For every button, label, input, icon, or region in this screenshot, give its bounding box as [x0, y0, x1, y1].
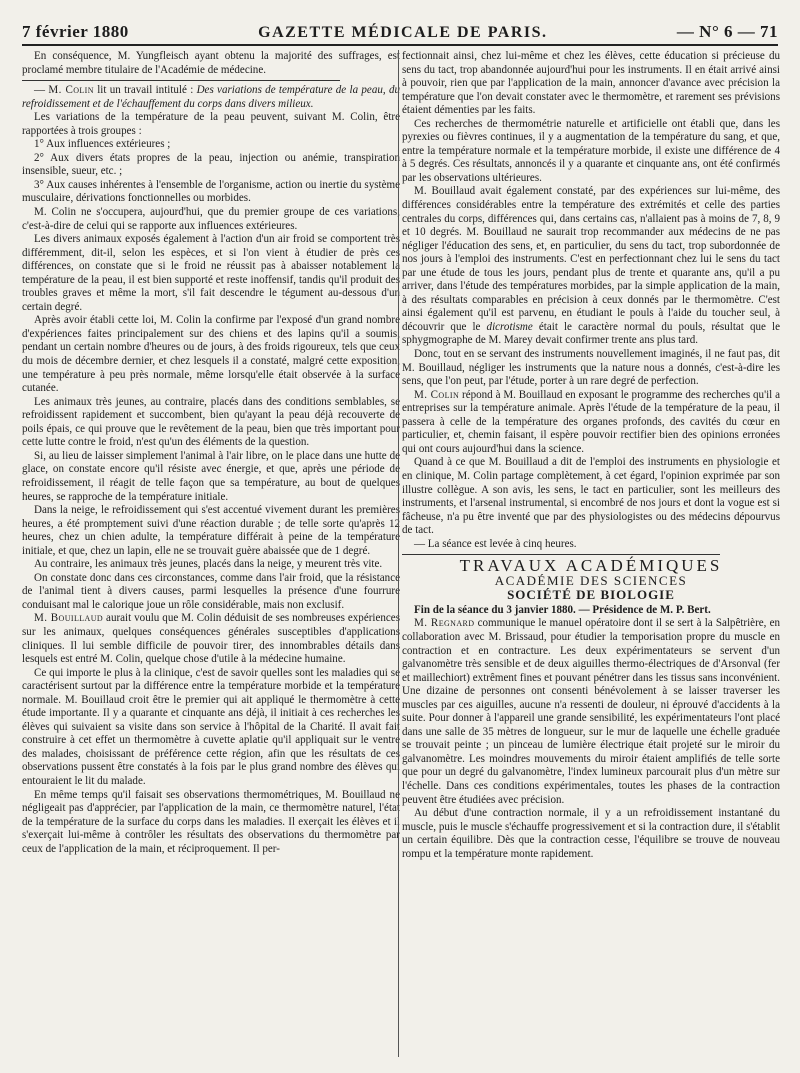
- paragraph: M. Colin ne s'occupera, aujourd'hui, que du premier groupe de ces variations, c'est-à-dire de celui qui se rapporte aux influences extérieures.: [22, 206, 400, 232]
- paragraph: Les animaux très jeunes, au contraire, placés dans des conditions semblables, se refroidissent rapidement et succombent, bien qu'ayant la peau déjà recouverte de poils épais, ce qui prouve que le revêtement de la peau, bien que très important pour cette lutte contre le froid, n'est qu'un des éléments de la question.: [22, 395, 400, 449]
- society-heading: SOCIÉTÉ DE BIOLOGIE: [507, 587, 675, 603]
- paragraph: Ce qui importe le plus à la clinique, c'est de savoir quelles sont les maladies qui se caractérisent surtout par la différence entre la température morbide et la température normale. M. Bouillaud croit être le premier qui ait appliqué le thermomètre à cette étude importante. Il y a quarante et cinquante ans déjà, il initiait à ces recherches les élèves qui suivaient sa visite dans son service à l'hôpital de la Charité. Il avait fait construire à cet effet un thermomètre à cuvette aplatie qu'il appliquait sur le ventre des malades, choisissant de préférence cette région, afin que les résultats de ces observations pussent être constatés à la fois par le plus grand nombre des élèves qui entouraient le lit du malade.: [22, 666, 400, 787]
- right-column: [402, 50, 780, 861]
- paragraph: fectionnait ainsi, chez lui-même et chez les élèves, cette éducation si précieuse du sens du tact, trop abandonnée aujourd'hui pour les instruments. Il en était arrivé ainsi à pouvoir, rien que par l'application de la main, annoncer d'avance avec précision la température que l'on devait constater avec le thermomètre, et rarement ses prévisions étaient démenties par les faits.: [402, 50, 780, 117]
- journal-title: GAZETTE MÉDICALE DE PARIS.: [258, 24, 548, 41]
- left-column: [22, 50, 400, 856]
- paragraph: On constate donc dans ces circonstances, comme dans l'air froid, que la résistance de l'animal tient à divers causes, parmi lesquelles la présence d'une fourrure conduisant mal le calorique joue un rôle considérable, mais non exclusif.: [22, 571, 400, 611]
- paragraph: M. Bouillaud aurait voulu que M. Colin déduisit de ses nombreuses expériences sur les animaux, quelques conséquences générales susceptibles d'applications cliniques. Il lui semble difficile de pouvoir tirer, des innombrables détails dans lesquels est entré M. Colin, quelque chose d'utile à la médecine humaine.: [22, 612, 401, 666]
- paper-title: Des variations de température de la peau, du refroidissement et de l'échauffement du corps dans divers milieux.: [22, 84, 400, 110]
- speaker-name: M. Bouillaud: [34, 612, 104, 625]
- page-header: [22, 12, 778, 42]
- header-date: 7 février 1880: [22, 22, 129, 41]
- list-item: 1° Aux influences extérieures ;: [34, 138, 171, 151]
- paragraph: Les divers animaux exposés également à l'action d'un air froid se comportent très différemment, dit-il, selon les espèces, et si l'on vient à étudier de près ces différences, on constate que si le froid ne réussit pas à abaisser notablement la température de la peau, il est bien supporté et reste inoffensif, tandis qu'il produit des troubles graves et même la mort, s'il fait descendre le tégument au-dessous d'un certain degré.: [22, 233, 400, 313]
- paragraph: Dans la neige, le refroidissement qui s'est accentué vivement durant les premières heures, a été promptement suivi d'une réaction durable ; de telle sorte qu'après 12 heures, chez un chien adulte, la température différait à peine de la température initiale, et que, chez un lapin, elle ne se trouvait guère abaissée que de 1 degré.: [22, 504, 400, 557]
- paragraph: Au contraire, les animaux très jeunes, placés dans la neige, y meurent très vite.: [34, 558, 383, 571]
- column-divider: [398, 50, 399, 1057]
- italic-term: dicrotisme: [486, 320, 533, 333]
- section-divider: [22, 80, 340, 81]
- paragraph: Après avoir établi cette loi, M. Colin la confirme par l'exposé d'un grand nombre d'expériences faites principalement sur des chiens et des lapins qu'il a soumis, pendant un certain nombre d'heures ou de jours, à des froids rigoureux, tels que ceux du mois de décembre dernier, et chez lesquels il a constaté, malgré cette exposition, une température à peu près normale, même lorsqu'elle était observée à la surface cutanée.: [22, 314, 400, 395]
- paragraph: Quand à ce que M. Bouillaud a dit de l'emploi des instruments en physiologie et en clinique, M. Colin partage complètement, à cet égard, l'opinion exprimée par son illustre collègue. A son avis, les sens, le tact en particulier, sont les meilleurs des instruments, et l'arsenal instrumental, si encombré de nos jours et dont la vogue est si fâcheuse, n'a pu être inventé que par des physiologistes ou des médecins dépourvus de tact.: [402, 456, 780, 537]
- paragraph: Donc, tout en se servant des instruments nouvellement imaginés, il ne faut pas, dit M. Bouillaud, négliger les instruments que la nature nous a donnés, c'est-à-dire les sens, que l'on peut, par l'étude, porter à un rare degré de perfection.: [402, 348, 780, 388]
- speaker-name: M. Colin: [414, 388, 460, 401]
- header-rule: [22, 44, 778, 46]
- paragraph: En conséquence, M. Yungfleisch ayant obtenu la majorité des suffrages, est proclamé membre titulaire de l'Académie de médecine.: [22, 50, 400, 76]
- paragraph: En même temps qu'il faisait ses observations thermométriques, M. Bouillaud ne négligeait pas d'apprécier, par l'application de la main, ce thermomètre naturel, l'état de la température de la surface du corps dans les maladies. Il exerçait les élèves et il s'exerçait lui-même à contrôler les résultats des observations du thermomètre par ceux de l'application de la main, et réciproquement. Il per-: [22, 788, 400, 855]
- paragraph: M. Bouillaud avait également constaté, par des expériences sur lui-même, des différences considérables entre la température des extrémités et celle des parties centrales du corps, différences qui, dans certains cas, n'allaient pas à moins de 7, 8, 9 et 10 degrés. M. Bouillaud ne saurait trop recommander aux médecins de ne pas négliger l'éducation des sens, et, en particulier, du sens du tact, trop subordonnée de nos jours à l'emploi des instruments. C'est en perfectionnant chez lui le sens du tact par une étude de tous les jours, pendant plus de trente et quarante ans, qu'il a pu arriver, dans l'étude des températures morbides, par la simple application de la main, à des résultats comparables en précision à ceux donnés par le thermomètre. C'est ainsi également qu'il est parvenu, en étudiant le pouls à l'aide du toucher seul, à découvrir que le dicrotisme était le caractère normal du pouls, résultat que le sphygmographe de M. Marey devait confirmer trente ans plus tard.: [402, 185, 780, 347]
- paragraph: Les variations de la température de la peau peuvent, suivant M. Colin, être rapportées à trois groupes :: [22, 111, 400, 137]
- paragraph: M. Regnard communique le manuel opératoire dont il se sert à la Salpêtrière, en collaboration avec M. Brissaud, pour étudier la temporisation propre du muscle en contraction et en contracture. Les deux expérimentateurs se servent d'un galvanomètre très sensible et de deux aiguilles thermo-électriques de d'Arsonval (fer et maillechiort) extrêment fines et pouvant pénétrer dans les tissus sans inconvénient. Une dizaine de personnes ont consenti bénévolement à se laisser traverser les muscles par ces aiguilles, aucune n'a ressenti de douleur, ni éprouvé d'accidents à la suite. Pour donner à l'appareil une grande sensibilité, les expérimentateurs l'ont placé dans une salle de 35 mètres de longueur, sur le mur de laquelle une échelle graduée se trouvait peinte ; un pinceau de lumière électrique était projeté sur le miroir du galvanomètre. Les moindres mouvements du miroir étaient amplifiés de telle sorte que pour un degré du galvanomètre, l'index lumineux parcourait plus d'un mètre sur l'échelle. Dans ces conditions expérimentales, toutes les phases de la contraction peuvent être étudiées avec précision.: [402, 617, 781, 806]
- speaker-name: M. Colin: [48, 84, 94, 97]
- academy-heading: ACADÉMIE DES SCIENCES: [494, 572, 688, 588]
- section-title: TRAVAUX ACADÉMIQUES: [459, 556, 723, 576]
- issue-page-number: — N° 6 — 71: [676, 22, 778, 41]
- paragraph: M. Colin répond à M. Bouillaud en exposant le programme des recherches qu'il a entreprises sur la température animale. Après l'étude de la température de la peau, il passera à celle de la température des organes profonds, des cavités du cœur en particulier, et, chemin faisant, il espère pouvoir rectifier bien des opinions erronées qui ont cours aujourd'hui dans la science.: [402, 388, 780, 455]
- paragraph: Au début d'une contraction normale, il y a un refroidissement instantané du muscle, puis le muscle s'échauffe progressivement et si la contraction dure, il s'établit un certain équilibre. Dès que la contraction cesse, l'équilibre se trouve de nouveau rompu et la température monte rapidement.: [402, 807, 780, 860]
- list-item: 3° Aux causes inhérentes à l'ensemble de l'organisme, action ou inertie du système musculaire, dérivations fonctionnelles ou morbides.: [22, 178, 400, 205]
- speaker-name: M. Regnard: [414, 617, 475, 630]
- closing-note: — La séance est levée à cinq heures.: [414, 537, 577, 550]
- paragraph: Ces recherches de thermométrie naturelle et artificielle ont établi que, dans les pyrexies ou fièvres continues, il y a augmentation de la température du sang, et que, entre la température normale et la température morbide, il existe une différence de 4 à 5 degrés. Ces résultats, annoncés il y a quarante et cinquante ans, ont été confirmés par les observations ultérieures.: [402, 117, 780, 184]
- group-list: [22, 138, 400, 206]
- section-divider: [402, 554, 720, 555]
- paragraph: Si, au lieu de laisser simplement l'animal à l'air libre, on le place dans une hutte de glace, on constate encore qu'il résiste avec énergie, et que, après une période de refroidissement, il réagit de telle façon que sa température, au bout de quelques heures, se rapproche de la température initiale.: [22, 449, 400, 503]
- session-heading: Fin de la séance du 3 janvier 1880. — Présidence de M. P. Bert.: [414, 603, 711, 616]
- list-item: 2° Aux divers états propres de la peau, injection ou anémie, transpiration insensible, sueur, etc. ;: [22, 151, 400, 178]
- paragraph: — M. Colin lit un travail intitulé : Des variations de température de la peau, du refroidissement et de l'échauffement du corps dans divers milieux.: [22, 84, 400, 110]
